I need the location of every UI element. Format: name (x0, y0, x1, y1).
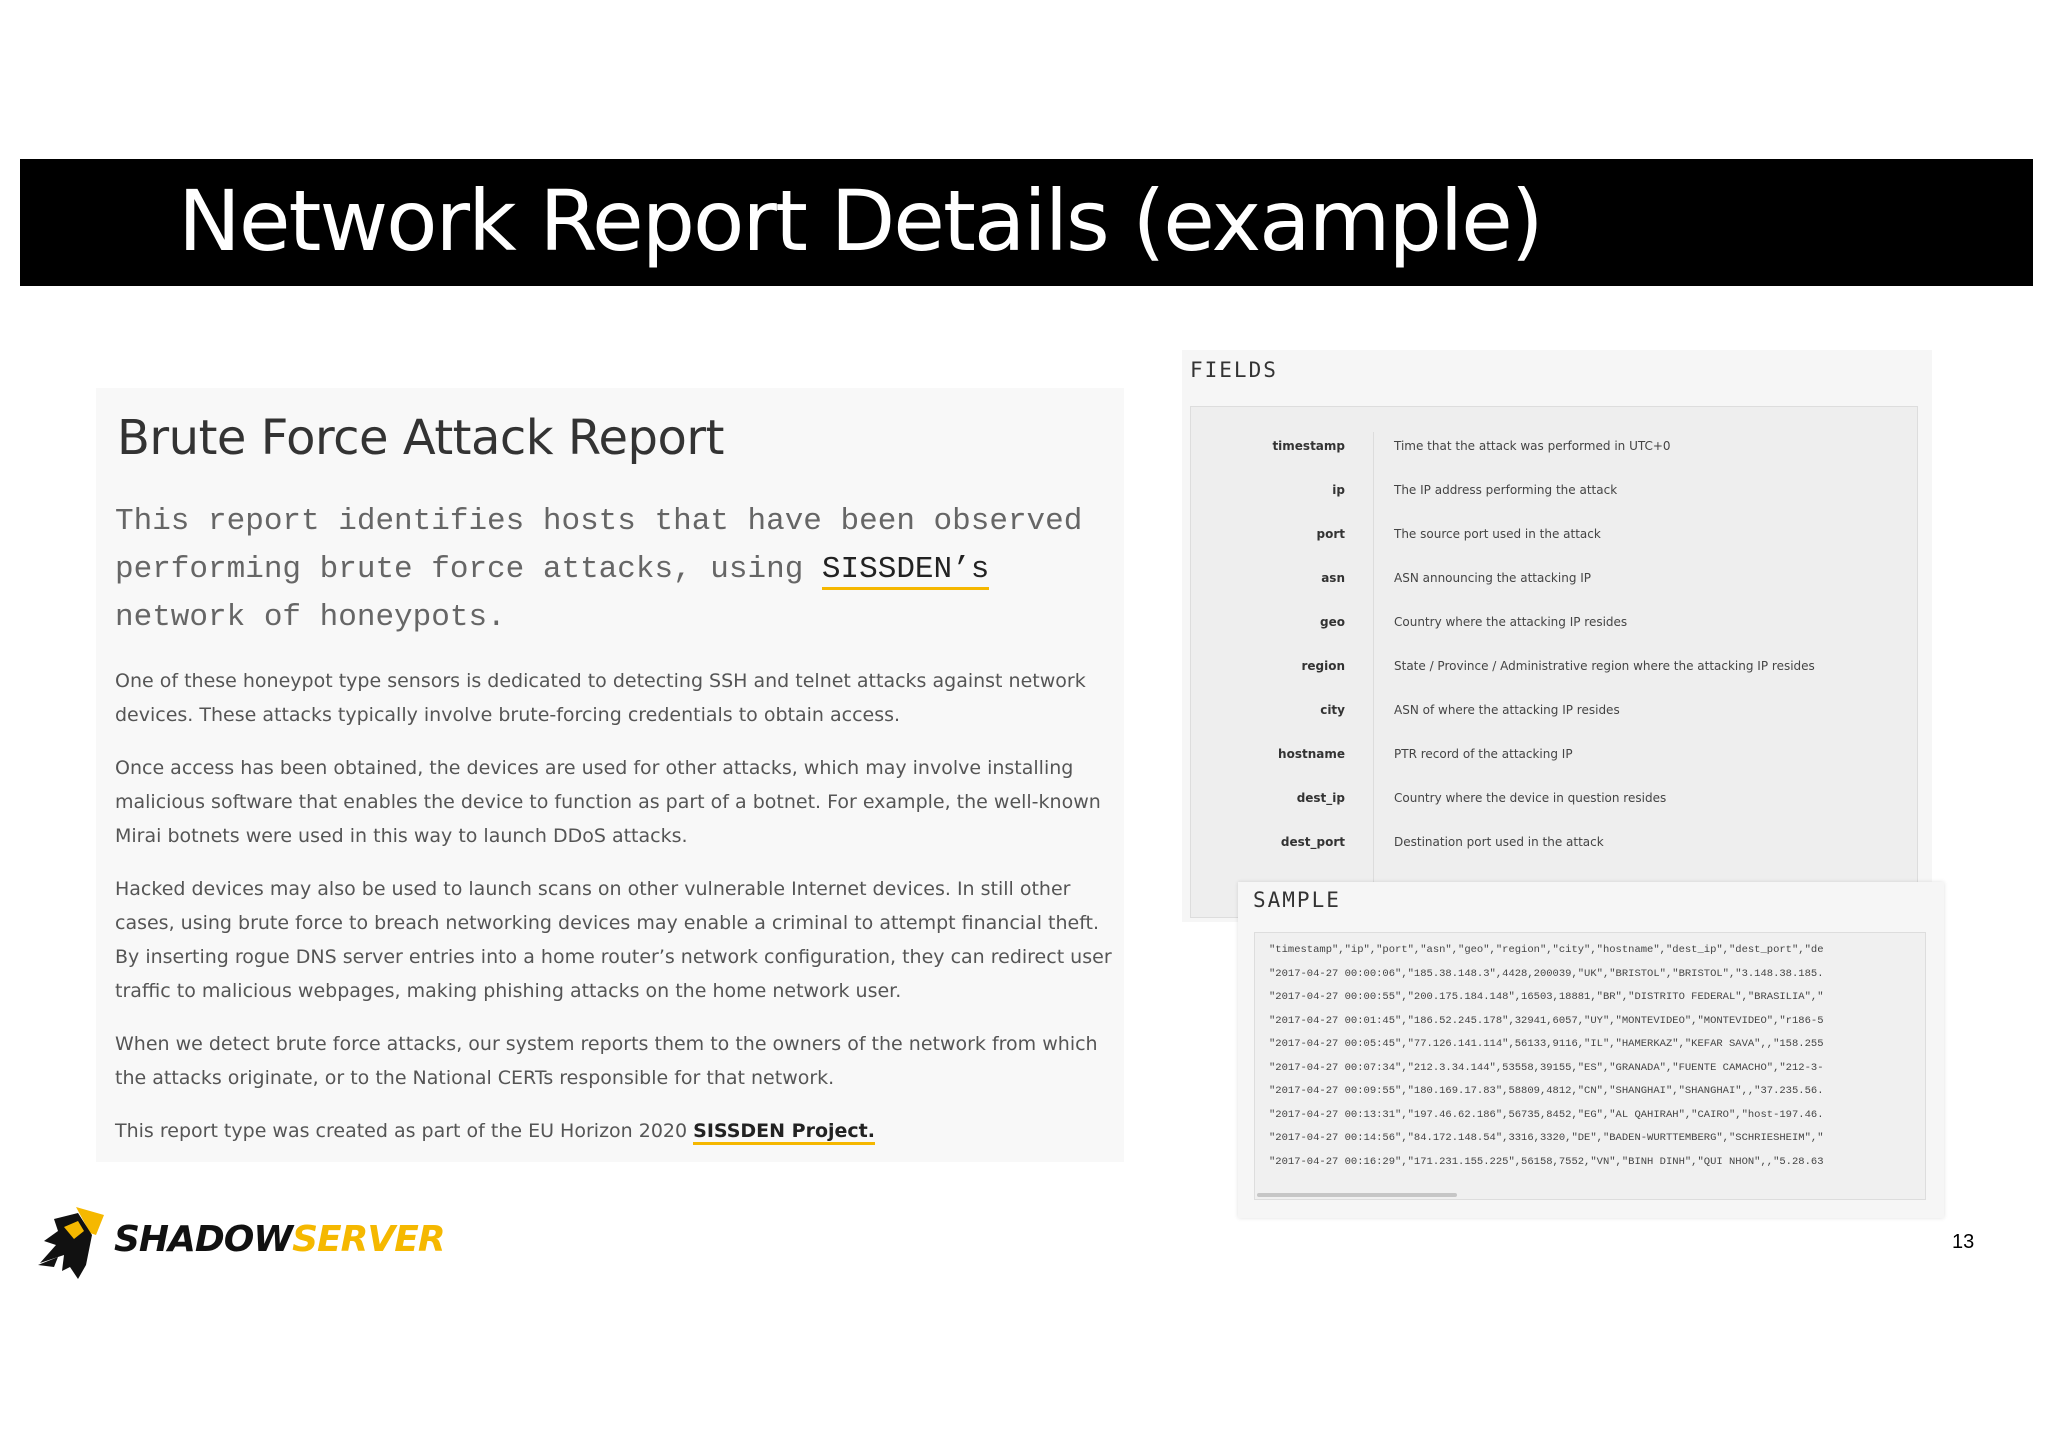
report-card (96, 388, 1124, 1162)
sample-line: "2017-04-27 00:05:45","77.126.141.114",56133,9116,"IL","HAMERKAZ","KEFAR SAVA",,"158.255 (1269, 1038, 1824, 1050)
fields-label: FIELDS (1190, 358, 1278, 382)
title-bar (20, 159, 2033, 286)
logo-text-server: SERVER (292, 1219, 445, 1260)
logo-wordmark (114, 1219, 445, 1260)
slide-title: Network Report Details (example) (178, 172, 1542, 270)
sample-line: "2017-04-27 00:07:34","212.3.34.144",53558,39155,"ES","GRANADA","FUENTE CAMACHO","212-3- (1269, 1061, 1824, 1074)
field-row (1191, 471, 1917, 515)
field-row (1191, 691, 1917, 735)
sample-line: "2017-04-27 00:14:56","84.172.148.54",3316,3320,"DE","BADEN-WURTTEMBERG","SCHRIESHEIM"," (1269, 1132, 1824, 1144)
lead-text-start: This report identifies hosts that have been observed performing brute force attacks, using (115, 504, 1083, 587)
logo-text-shadow: SHADOW (114, 1219, 293, 1260)
page-number: 13 (1952, 1231, 1975, 1253)
field-description: ASN of where the attacking IP resides (1394, 703, 1620, 717)
field-name: region (1301, 659, 1345, 673)
report-paragraph-5 (115, 1114, 1115, 1148)
shadowserver-emblem-icon (34, 1205, 114, 1285)
field-description: State / Province / Administrative region where the attacking IP resides (1394, 659, 1815, 673)
report-paragraph-2: Once access has been obtained, the devices are used for other attacks, which may involve installing malicious software that enables the device to function as part of a botnet. For example, the well-known Mirai botnets were used in this way to launch DDoS attacks. (115, 757, 1101, 847)
field-name: dest_ip (1296, 791, 1345, 805)
field-row (1191, 823, 1917, 867)
field-name: city (1320, 703, 1345, 717)
field-name: hostname (1278, 747, 1345, 761)
report-paragraph-4: When we detect brute force attacks, our system reports them to the owners of the network from which the attacks originate, or to the National CERTs responsible for that network. (115, 1033, 1098, 1089)
field-name: timestamp (1272, 439, 1345, 453)
sissden-project-link[interactable]: SISSDEN Project. (693, 1120, 875, 1145)
sample-line: "2017-04-27 00:09:55","180.169.17.83",58809,4812,"CN","SHANGHAI","SHANGHAI",,"37.235.56. (1269, 1085, 1824, 1097)
sample-line: "2017-04-27 00:13:31","197.46.62.186",56735,8452,"EG","AL QAHIRAH","CAIRO","host-197.46. (1269, 1108, 1824, 1121)
field-row (1191, 647, 1917, 691)
field-name: asn (1321, 571, 1345, 585)
field-row (1191, 735, 1917, 779)
field-description: ASN announcing the attacking IP (1394, 571, 1592, 585)
fields-table (1190, 406, 1918, 918)
lead-text-end: network of honeypots. (115, 600, 506, 635)
field-name: dest_port (1280, 835, 1345, 849)
field-name: geo (1320, 615, 1345, 629)
shadowserver-logo (34, 1205, 445, 1285)
field-row (1191, 603, 1917, 647)
sample-code-box[interactable] (1254, 932, 1926, 1200)
sample-label: SAMPLE (1253, 888, 1341, 912)
report-lead (115, 498, 1115, 642)
field-description: The source port used in the attack (1394, 527, 1601, 541)
report-heading: Brute Force Attack Report (117, 410, 724, 466)
field-row (1191, 779, 1917, 823)
field-description: Destination port used in the attack (1394, 835, 1604, 849)
field-name: ip (1332, 483, 1345, 497)
report-paragraph-1: One of these honeypot type sensors is dedicated to detecting SSH and telnet attacks against network devices. These attacks typically involve brute-forcing credentials to obtain access. (115, 670, 1086, 726)
horizontal-scrollbar[interactable] (1257, 1193, 1457, 1197)
field-row (1191, 427, 1917, 471)
sissden-link[interactable]: SISSDEN’s (822, 552, 989, 590)
field-row (1191, 559, 1917, 603)
report-paragraph-3: Hacked devices may also be used to launch scans on other vulnerable Internet devices. In still other cases, using brute force to breach networking devices may enable a criminal to attempt financial theft. By inserting rogue DNS server entries into a home router’s network configuration, they can redirect user traffic to malicious webpages, making phishing attacks on the home network user. (115, 878, 1112, 1002)
sample-line: "2017-04-27 00:01:45","186.52.245.178",32941,6057,"UY","MONTEVIDEO","MONTEVIDEO","r186-5 (1269, 1014, 1824, 1027)
sample-lines (1269, 939, 1926, 1174)
final-para-text: This report type was created as part of the EU Horizon 2020 (115, 1120, 694, 1142)
sample-line: "2017-04-27 00:16:29","171.231.155.225",56158,7552,"VN","BINH DINH","QUI NHON",,"5.28.63 (1269, 1155, 1824, 1168)
field-name: port (1316, 527, 1345, 541)
field-description: Country where the device in question resides (1394, 791, 1667, 805)
field-row (1191, 515, 1917, 559)
field-description: Time that the attack was performed in UTC+0 (1394, 439, 1671, 453)
field-description: The IP address performing the attack (1394, 483, 1618, 497)
field-description: Country where the attacking IP resides (1394, 615, 1628, 629)
sample-line: "2017-04-27 00:00:06","185.38.148.3",4428,200039,"UK","BRISTOL","BRISTOL","3.148.38.185. (1269, 967, 1824, 980)
fields-panel (1182, 350, 1932, 922)
sample-line: "timestamp","ip","port","asn","geo","region","city","hostname","dest_ip","dest_port","de (1269, 944, 1824, 956)
sample-panel (1238, 882, 1944, 1218)
sample-line: "2017-04-27 00:00:55","200.175.184.148",16503,18881,"BR","DISTRITO FEDERAL","BRASILIA"," (1269, 991, 1824, 1003)
field-description: PTR record of the attacking IP (1394, 747, 1573, 761)
